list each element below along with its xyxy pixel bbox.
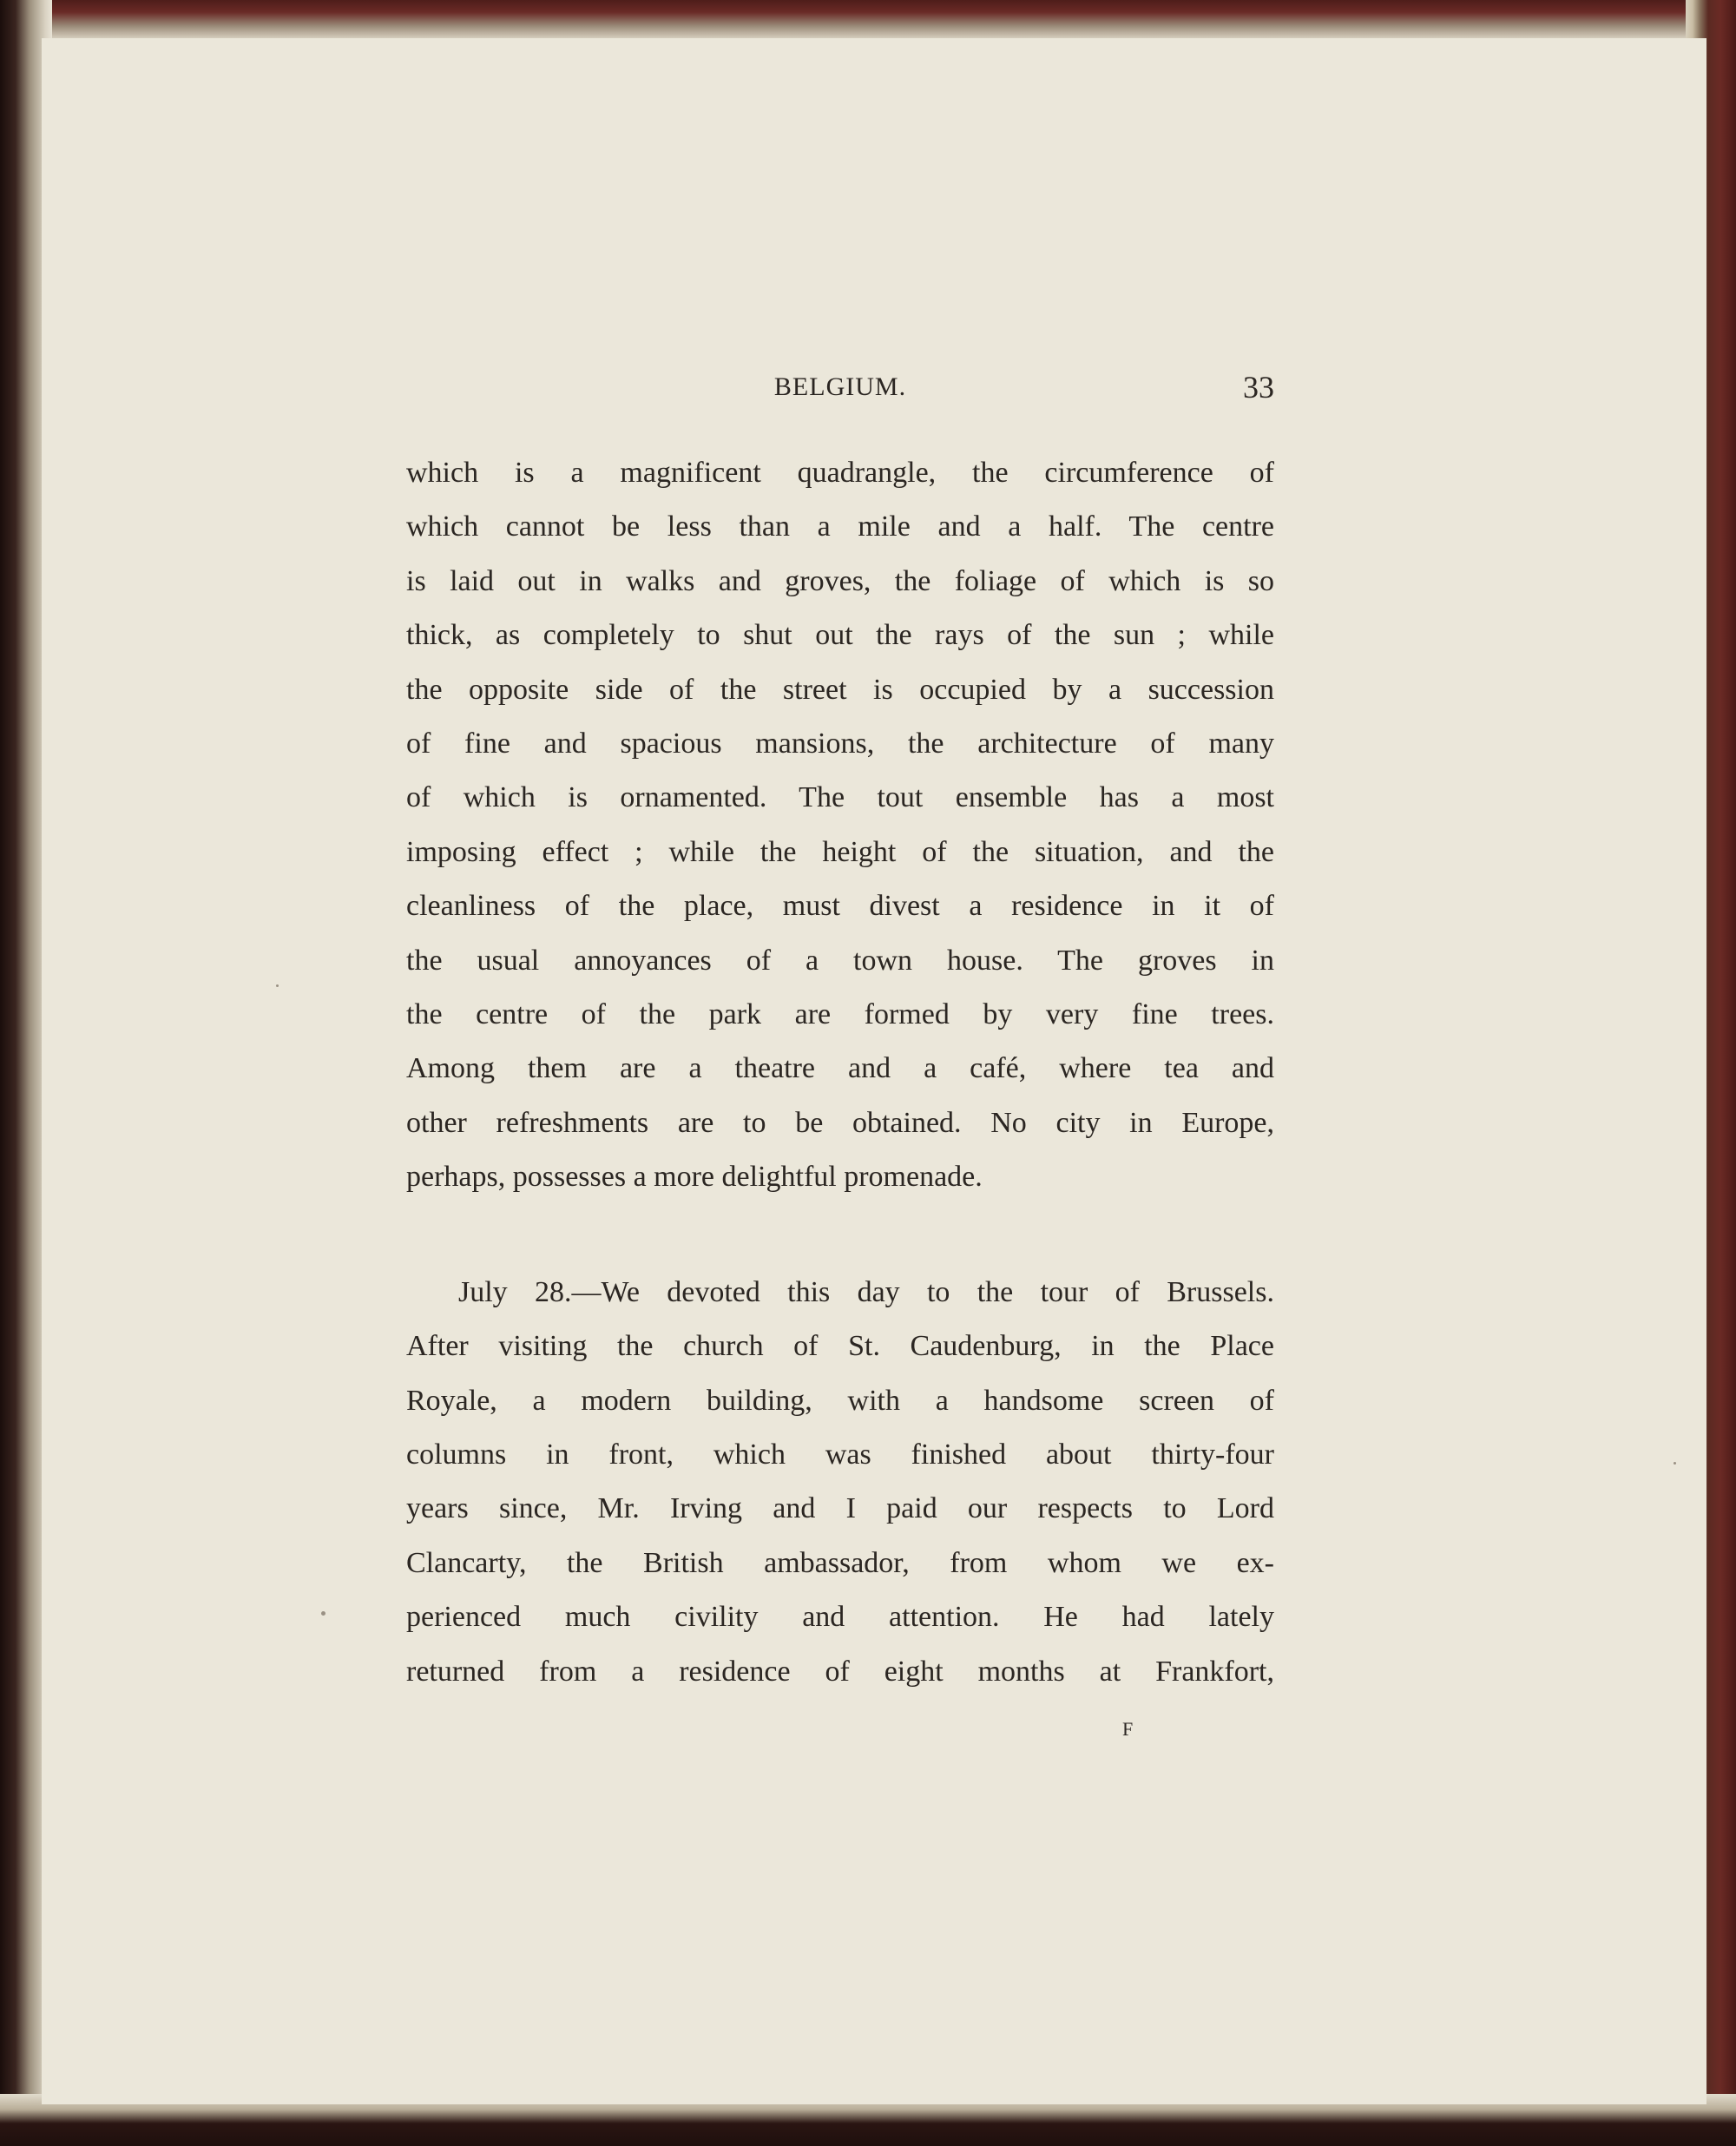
paragraph-1 — [406, 446, 1274, 1205]
book-page — [42, 38, 1706, 2104]
text-line: the usual annoyances of a town house. The groves in — [406, 944, 1274, 977]
paragraph-2 — [406, 1266, 1274, 1699]
text-line: the opposite side of the street is occupied by a succession — [406, 673, 1274, 706]
text-line: columns in front, which was finished about thirty-four — [406, 1438, 1274, 1471]
text-line: years since, Mr. Irving and I paid our respects to Lord — [406, 1492, 1274, 1525]
signature-mark: F — [1122, 1718, 1134, 1740]
text-line: which cannot be less than a mile and a half. The centre — [406, 510, 1274, 543]
text-line: Among them are a theatre and a café, where tea and — [406, 1052, 1274, 1085]
running-title: BELGIUM. — [773, 372, 907, 401]
text-line: July 28.—We devoted this day to the tour of Brussels. — [458, 1275, 1274, 1308]
text-line: returned from a residence of eight months at Frankfort, — [406, 1655, 1274, 1688]
text-line: of which is ornamented. The tout ensemble has a most — [406, 781, 1274, 814]
text-line: the centre of the park are formed by very fine trees. — [406, 998, 1274, 1031]
text-line: which is a magnificent quadrangle, the circumference of — [406, 457, 1274, 489]
page-number: 33 — [1243, 370, 1274, 405]
paper-speck — [276, 984, 279, 987]
paragraph-gap — [406, 1205, 1274, 1266]
page-body — [406, 446, 1274, 1699]
text-line: perhaps, possesses a more delightful promenade. — [406, 1161, 983, 1194]
text-line: imposing effect ; while the height of the situation, and the — [406, 835, 1274, 868]
text-line: Royale, a modern building, with a handsome screen of — [406, 1384, 1274, 1417]
text-line: Clancarty, the British ambassador, from whom we ex- — [406, 1546, 1274, 1579]
text-line: other refreshments are to be obtained. No city in Europe, — [406, 1106, 1274, 1139]
paper-speck — [1674, 1462, 1676, 1465]
paper-speck — [321, 1611, 326, 1616]
text-line: After visiting the church of St. Caudenburg, in the Place — [406, 1330, 1274, 1363]
text-line: perienced much civility and attention. He had lately — [406, 1601, 1274, 1634]
text-line: is laid out in walks and groves, the foliage of which is so — [406, 564, 1274, 597]
text-line: cleanliness of the place, must divest a residence in it of — [406, 890, 1274, 923]
page-header — [406, 372, 1274, 416]
text-line: thick, as completely to shut out the rays of the sun ; while — [406, 619, 1274, 652]
text-line: of fine and spacious mansions, the architecture of many — [406, 727, 1274, 760]
